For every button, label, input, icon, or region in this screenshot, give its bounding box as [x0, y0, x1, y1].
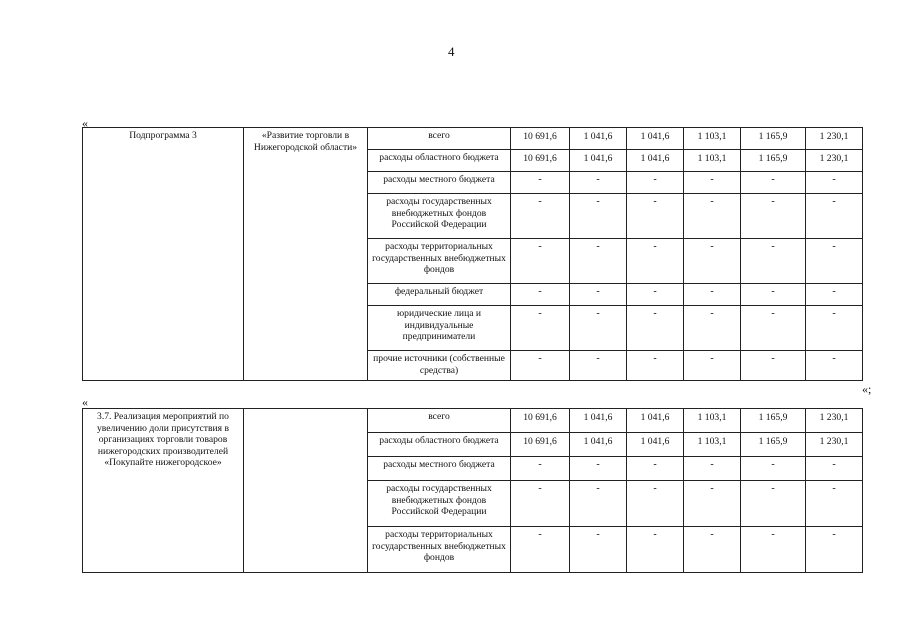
- funding-source-cell: расходы государственных внебюджетных фондов Российской Федерации: [368, 194, 511, 239]
- value-cell: -: [806, 481, 863, 527]
- value-cell: 1 230,1: [806, 409, 863, 433]
- value-cell: -: [511, 306, 570, 351]
- value-cell: 1 165,9: [741, 409, 806, 433]
- value-cell: 1 230,1: [806, 150, 863, 172]
- value-cell: -: [806, 239, 863, 284]
- funding-source-cell: всего: [368, 128, 511, 150]
- value-cell: -: [511, 172, 570, 194]
- value-cell: -: [627, 172, 684, 194]
- value-cell: -: [741, 194, 806, 239]
- value-cell: 1 041,6: [570, 433, 627, 457]
- value-cell: -: [741, 306, 806, 351]
- value-cell: 1 103,1: [684, 150, 741, 172]
- open-quote-2: «: [82, 395, 88, 409]
- value-cell: -: [627, 351, 684, 381]
- value-cell: 1 041,6: [627, 409, 684, 433]
- value-cell: -: [684, 239, 741, 284]
- funding-source-cell: юридические лица и индивидуальные предприниматели: [368, 306, 511, 351]
- value-cell: 1 041,6: [627, 128, 684, 150]
- value-cell: 1 041,6: [570, 150, 627, 172]
- value-cell: 1 230,1: [806, 433, 863, 457]
- value-cell: -: [570, 194, 627, 239]
- value-cell: -: [741, 172, 806, 194]
- value-cell: 1 165,9: [741, 433, 806, 457]
- table-row: [83, 409, 863, 433]
- value-cell: -: [511, 457, 570, 481]
- value-cell: 10 691,6: [511, 128, 570, 150]
- value-cell: 1 041,6: [570, 128, 627, 150]
- value-cell: -: [570, 527, 627, 573]
- value-cell: -: [684, 194, 741, 239]
- value-cell: -: [570, 351, 627, 381]
- program-cell: 3.7. Реализация мероприятий по увеличению доли присутствия в организациях торговли товаров нижегородских производителей «Покупайте нижегородское»: [83, 409, 244, 573]
- value-cell: -: [741, 481, 806, 527]
- value-cell: 1 165,9: [741, 150, 806, 172]
- value-cell: -: [627, 481, 684, 527]
- value-cell: 1 103,1: [684, 128, 741, 150]
- funding-source-cell: расходы областного бюджета: [368, 150, 511, 172]
- value-cell: -: [627, 239, 684, 284]
- page-number: 4: [448, 44, 455, 59]
- funding-table-subprogram: [82, 127, 863, 381]
- funding-source-cell: расходы местного бюджета: [368, 457, 511, 481]
- value-cell: -: [570, 481, 627, 527]
- value-cell: 1 165,9: [741, 128, 806, 150]
- funding-source-cell: прочие источники (собственные средства): [368, 351, 511, 381]
- value-cell: 1 103,1: [684, 433, 741, 457]
- funding-source-cell: федеральный бюджет: [368, 284, 511, 306]
- value-cell: -: [684, 351, 741, 381]
- value-cell: -: [741, 239, 806, 284]
- value-cell: 1 103,1: [684, 409, 741, 433]
- value-cell: -: [627, 457, 684, 481]
- value-cell: -: [806, 172, 863, 194]
- value-cell: -: [806, 306, 863, 351]
- value-cell: -: [627, 194, 684, 239]
- value-cell: -: [570, 284, 627, 306]
- value-cell: -: [741, 457, 806, 481]
- value-cell: 1 230,1: [806, 128, 863, 150]
- value-cell: -: [684, 481, 741, 527]
- value-cell: 1 041,6: [627, 150, 684, 172]
- value-cell: -: [570, 172, 627, 194]
- funding-source-cell: расходы территориальных государственных внебюджетных фондов: [368, 527, 511, 573]
- open-quote-1: «: [82, 116, 88, 130]
- value-cell: -: [570, 306, 627, 351]
- value-cell: 10 691,6: [511, 409, 570, 433]
- program-cell: Подпрограмма 3: [83, 128, 244, 381]
- value-cell: -: [627, 284, 684, 306]
- funding-source-cell: всего: [368, 409, 511, 433]
- program-name-cell: [244, 409, 368, 573]
- program-name-cell: «Развитие торговли в Нижегородской области»: [244, 128, 368, 381]
- value-cell: -: [511, 351, 570, 381]
- value-cell: -: [741, 351, 806, 381]
- value-cell: 10 691,6: [511, 150, 570, 172]
- funding-source-cell: расходы государственных внебюджетных фондов Российской Федерации: [368, 481, 511, 527]
- value-cell: 10 691,6: [511, 433, 570, 457]
- funding-source-cell: расходы областного бюджета: [368, 433, 511, 457]
- value-cell: -: [627, 306, 684, 351]
- value-cell: -: [806, 351, 863, 381]
- funding-table-activity: [82, 408, 863, 573]
- value-cell: -: [741, 527, 806, 573]
- value-cell: -: [511, 481, 570, 527]
- value-cell: -: [684, 306, 741, 351]
- value-cell: -: [684, 172, 741, 194]
- value-cell: -: [570, 239, 627, 284]
- close-quote: «;: [862, 382, 872, 396]
- value-cell: -: [511, 194, 570, 239]
- value-cell: -: [806, 457, 863, 481]
- value-cell: -: [627, 527, 684, 573]
- value-cell: 1 041,6: [627, 433, 684, 457]
- value-cell: -: [511, 284, 570, 306]
- value-cell: -: [570, 457, 627, 481]
- table-row: [83, 128, 863, 150]
- value-cell: -: [511, 527, 570, 573]
- value-cell: 1 041,6: [570, 409, 627, 433]
- funding-source-cell: расходы территориальных государственных внебюджетных фондов: [368, 239, 511, 284]
- value-cell: -: [806, 194, 863, 239]
- value-cell: -: [684, 284, 741, 306]
- value-cell: -: [741, 284, 806, 306]
- value-cell: -: [684, 527, 741, 573]
- value-cell: -: [806, 284, 863, 306]
- value-cell: -: [511, 239, 570, 284]
- funding-source-cell: расходы местного бюджета: [368, 172, 511, 194]
- value-cell: -: [684, 457, 741, 481]
- value-cell: -: [806, 527, 863, 573]
